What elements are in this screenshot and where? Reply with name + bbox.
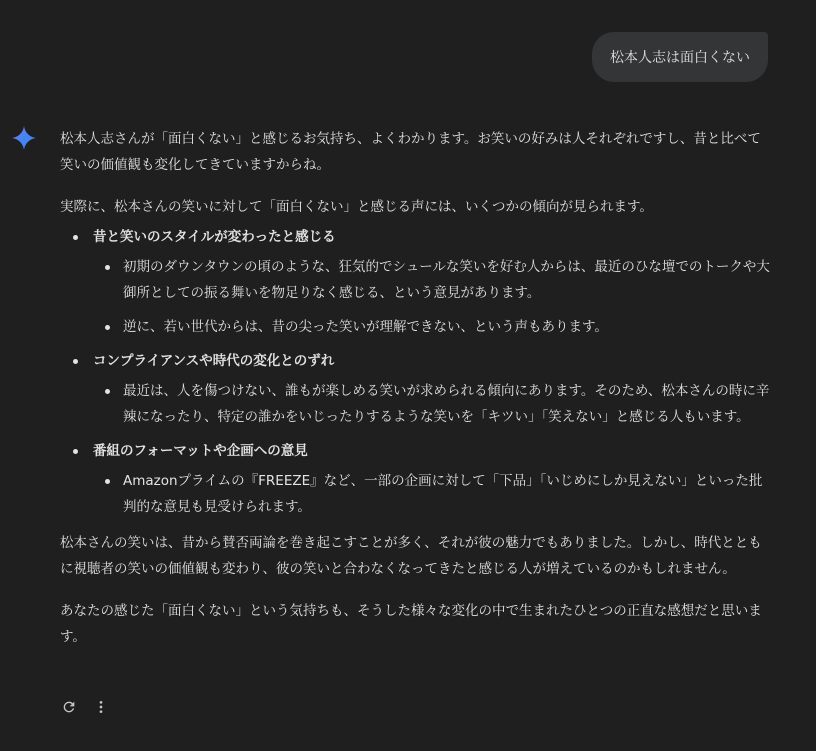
list-item: 初期のダウンタウンの頃のような、狂気的でシュールな笑いを好む人からは、最近のひな壇でのトークや大御所としての振る舞いを物足りなく感じる、という意見があります。 <box>93 254 770 306</box>
list-item <box>60 438 770 520</box>
point-title: 番組のフォーマットや企画への意見 <box>93 443 308 459</box>
list-item <box>60 224 770 340</box>
list-item: Amazonプライムの『FREEZE』など、一部の企画に対して「下品」「いじめにしか見えない」といった批判的な意見も見受けられます。 <box>93 468 770 520</box>
user-message-text: 松本人志は面白くない <box>610 50 750 66</box>
response-closing-1: 松本さんの笑いは、昔から賛否両論を巻き起こすことが多く、それが彼の魅力でもありました。しかし、時代とともに視聴者の笑いの価値観も変わり、彼の笑いと合わなくなってきたと感じる人が増えているのかもしれません。 <box>60 535 762 577</box>
point-title: 昔と笑いのスタイルが変わったと感じる <box>93 229 336 245</box>
gemini-sparkle-icon <box>12 126 36 150</box>
refresh-icon <box>61 699 77 715</box>
more-options-button[interactable] <box>92 698 110 716</box>
response-lead: 実際に、松本さんの笑いに対して「面白くない」と感じる声には、いくつかの傾向が見られます。 <box>60 199 653 215</box>
list-item: 最近は、人を傷つけない、誰もが楽しめる笑いが求められる傾向にあります。そのため、松本さんの時に辛辣になったり、特定の誰かをいじったりするような笑いを「キツい」「笑えない」と感じる人もいます。 <box>93 378 770 430</box>
point-details <box>93 254 770 340</box>
regenerate-button[interactable] <box>60 698 78 716</box>
list-item <box>60 348 770 430</box>
response-points-list <box>60 224 770 520</box>
user-message-bubble <box>592 32 768 82</box>
response-intro: 松本人志さんが「面白くない」と感じるお気持ち、よくわかります。お笑いの好みは人それぞれですし、昔と比べて笑いの価値観も変化してきていますからね。 <box>60 131 761 173</box>
point-details <box>93 468 770 520</box>
response-actions <box>60 698 110 716</box>
more-vert-icon <box>93 699 109 715</box>
point-title: コンプライアンスや時代の変化とのずれ <box>93 353 335 369</box>
list-item: 逆に、若い世代からは、昔の尖った笑いが理解できない、という声もあります。 <box>93 314 770 340</box>
response-closing-2: あなたの感じた「面白くない」という気持ちも、そうした様々な変化の中で生まれたひとつの正直な感想だと思います。 <box>60 603 762 645</box>
assistant-response <box>60 126 770 650</box>
point-details <box>93 378 770 430</box>
